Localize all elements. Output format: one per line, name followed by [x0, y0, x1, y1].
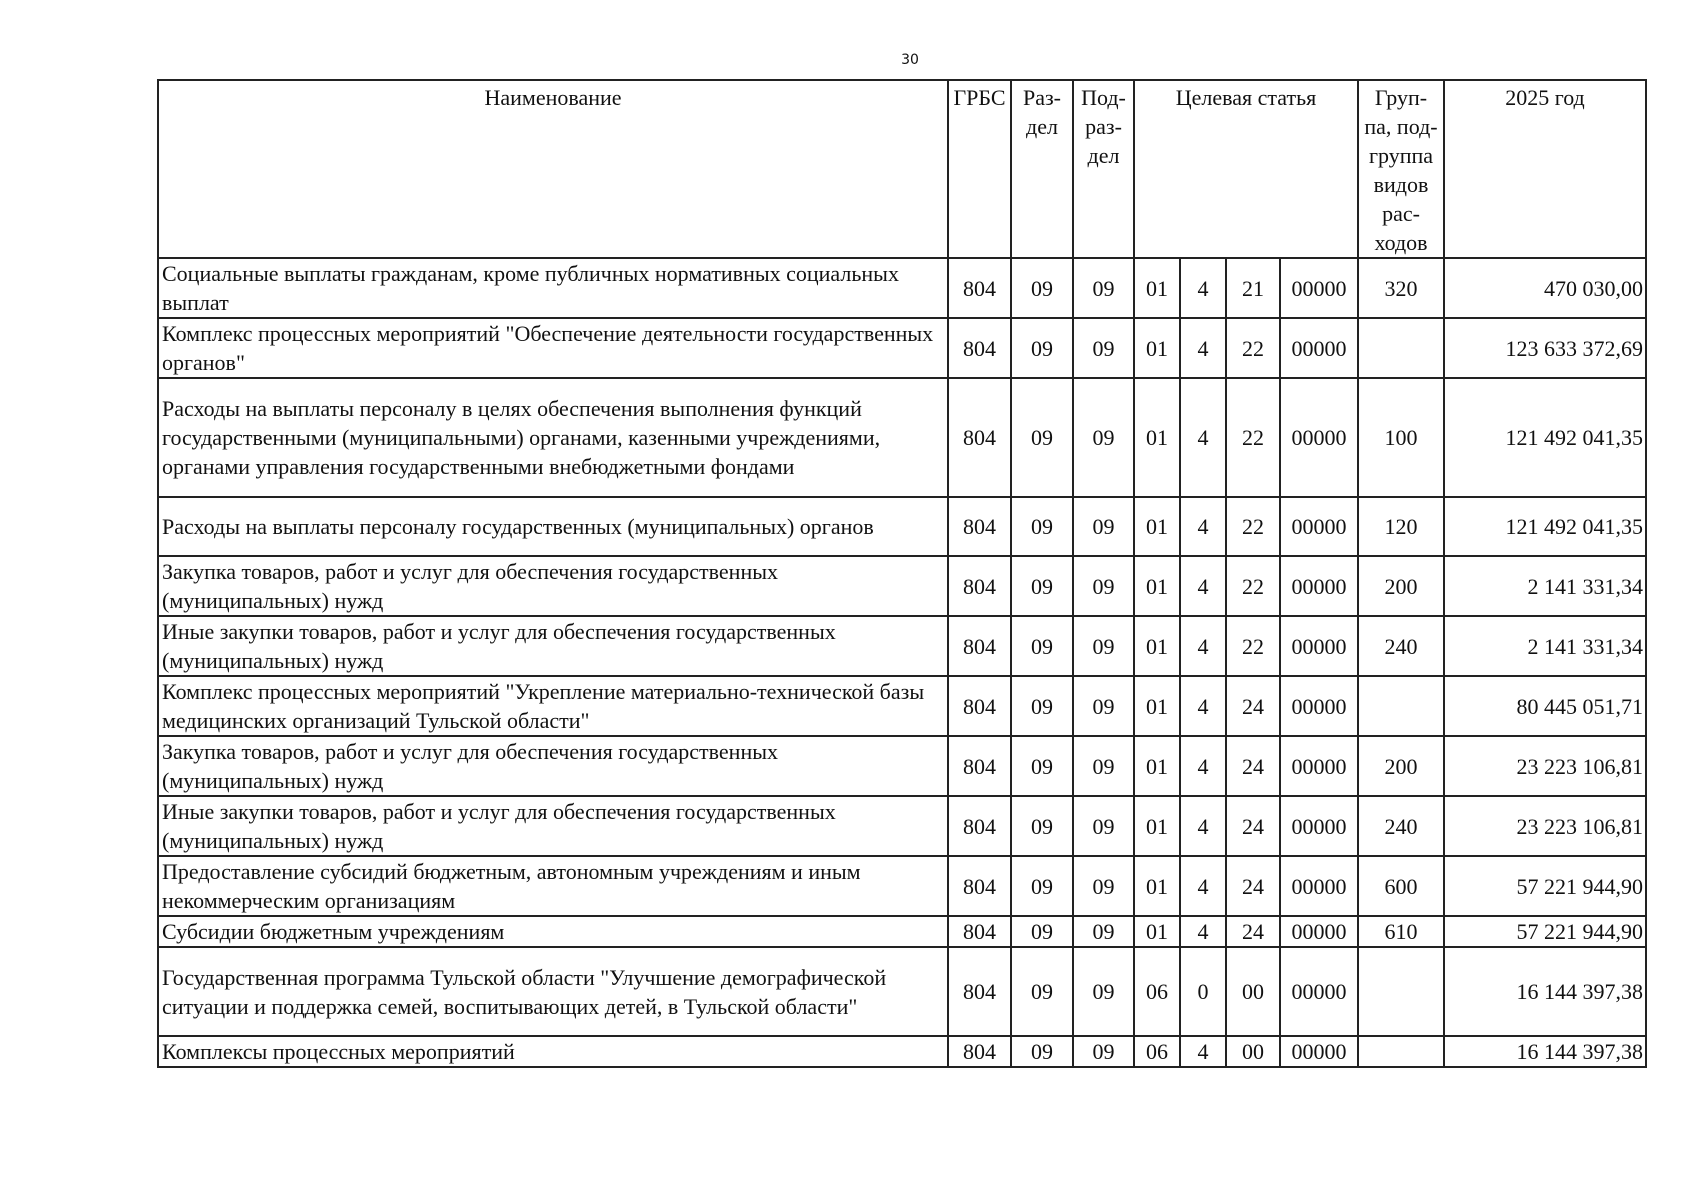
row-grbs: 804: [948, 318, 1011, 378]
row-target-type: 4: [1180, 616, 1226, 676]
row-target-type: 4: [1180, 796, 1226, 856]
row-podrazdel: 09: [1073, 497, 1134, 556]
table-row: [158, 796, 1646, 856]
row-razdel: 09: [1011, 856, 1073, 916]
row-amount: 23 223 106,81: [1444, 736, 1646, 796]
page-number: 30: [901, 52, 919, 68]
row-razdel: 09: [1011, 676, 1073, 736]
row-target-program: 01: [1134, 796, 1180, 856]
row-name: Комплекс процессных мероприятий "Обеспечение деятельности государственных органов": [158, 318, 948, 378]
row-expense-group: [1358, 1036, 1444, 1067]
row-podrazdel: 09: [1073, 616, 1134, 676]
row-target-direction: 00000: [1280, 947, 1358, 1036]
row-amount: 470 030,00: [1444, 258, 1646, 318]
row-razdel: 09: [1011, 556, 1073, 616]
row-grbs: 804: [948, 1036, 1011, 1067]
row-target-subprogram: 21: [1226, 258, 1280, 318]
row-target-subprogram: 22: [1226, 318, 1280, 378]
row-target-type: 4: [1180, 1036, 1226, 1067]
header-razdel: Раз- дел: [1011, 80, 1073, 258]
row-target-type: 4: [1180, 258, 1226, 318]
row-target-direction: 00000: [1280, 916, 1358, 947]
row-name: Комплексы процессных мероприятий: [158, 1036, 948, 1067]
row-target-subprogram: 24: [1226, 676, 1280, 736]
row-target-type: 4: [1180, 856, 1226, 916]
row-amount: 121 492 041,35: [1444, 378, 1646, 497]
row-grbs: 804: [948, 556, 1011, 616]
row-target-type: 4: [1180, 497, 1226, 556]
row-target-program: 01: [1134, 258, 1180, 318]
row-target-direction: 00000: [1280, 796, 1358, 856]
row-razdel: 09: [1011, 1036, 1073, 1067]
row-expense-group: [1358, 947, 1444, 1036]
row-target-direction: 00000: [1280, 556, 1358, 616]
table-row: [158, 1036, 1646, 1067]
row-amount: 16 144 397,38: [1444, 947, 1646, 1036]
row-grbs: 804: [948, 378, 1011, 497]
row-target-type: 4: [1180, 676, 1226, 736]
header-target-article: Целевая статья: [1134, 80, 1358, 258]
row-podrazdel: 09: [1073, 676, 1134, 736]
row-target-subprogram: 00: [1226, 1036, 1280, 1067]
row-amount: 80 445 051,71: [1444, 676, 1646, 736]
row-grbs: 804: [948, 258, 1011, 318]
row-grbs: 804: [948, 497, 1011, 556]
row-podrazdel: 09: [1073, 378, 1134, 497]
budget-table: [157, 79, 1647, 1068]
row-podrazdel: 09: [1073, 318, 1134, 378]
table-row: [158, 556, 1646, 616]
row-target-program: 06: [1134, 1036, 1180, 1067]
row-target-subprogram: 22: [1226, 616, 1280, 676]
row-target-subprogram: 22: [1226, 556, 1280, 616]
row-target-program: 01: [1134, 556, 1180, 616]
row-razdel: 09: [1011, 318, 1073, 378]
row-razdel: 09: [1011, 378, 1073, 497]
row-target-direction: 00000: [1280, 676, 1358, 736]
row-name: Иные закупки товаров, работ и услуг для обеспечения государственных (муниципальных) нужд: [158, 796, 948, 856]
row-grbs: 804: [948, 736, 1011, 796]
row-target-direction: 00000: [1280, 497, 1358, 556]
row-name: Закупка товаров, работ и услуг для обеспечения государственных (муниципальных) нужд: [158, 736, 948, 796]
row-podrazdel: 09: [1073, 736, 1134, 796]
row-target-subprogram: 24: [1226, 856, 1280, 916]
row-name: Расходы на выплаты персоналу в целях обеспечения выполнения функций государственными (муниципальными) органами, казенными учреждениями, органами управления государственными внебюджетными фондами: [158, 378, 948, 497]
row-name: Государственная программа Тульской области "Улучшение демографической ситуации и поддержка семей, воспитывающих детей, в Тульской области": [158, 947, 948, 1036]
header-name: Наименование: [158, 80, 948, 258]
row-grbs: 804: [948, 856, 1011, 916]
row-target-program: 01: [1134, 616, 1180, 676]
row-podrazdel: 09: [1073, 556, 1134, 616]
row-podrazdel: 09: [1073, 258, 1134, 318]
row-podrazdel: 09: [1073, 856, 1134, 916]
table-row: [158, 616, 1646, 676]
row-target-program: 01: [1134, 378, 1180, 497]
header-grbs: ГРБС: [948, 80, 1011, 258]
row-amount: 57 221 944,90: [1444, 916, 1646, 947]
row-target-type: 4: [1180, 378, 1226, 497]
row-name: Расходы на выплаты персоналу государственных (муниципальных) органов: [158, 497, 948, 556]
row-grbs: 804: [948, 796, 1011, 856]
row-target-type: 4: [1180, 556, 1226, 616]
row-name: Социальные выплаты гражданам, кроме публичных нормативных социальных выплат: [158, 258, 948, 318]
row-podrazdel: 09: [1073, 947, 1134, 1036]
row-grbs: 804: [948, 916, 1011, 947]
row-target-direction: 00000: [1280, 736, 1358, 796]
header-expense-group: Груп- па, под- группа видов рас- ходов: [1358, 80, 1444, 258]
table-row: [158, 497, 1646, 556]
row-name: Субсидии бюджетным учреждениям: [158, 916, 948, 947]
row-target-subprogram: 24: [1226, 736, 1280, 796]
row-target-program: 01: [1134, 497, 1180, 556]
row-expense-group: 240: [1358, 796, 1444, 856]
row-target-program: 01: [1134, 856, 1180, 916]
row-target-subprogram: 24: [1226, 916, 1280, 947]
row-expense-group: 320: [1358, 258, 1444, 318]
table-row: [158, 736, 1646, 796]
row-name: Закупка товаров, работ и услуг для обеспечения государственных (муниципальных) нужд: [158, 556, 948, 616]
row-target-subprogram: 00: [1226, 947, 1280, 1036]
table-row: [158, 856, 1646, 916]
row-amount: 16 144 397,38: [1444, 1036, 1646, 1067]
header-podrazdel: Под- раз- дел: [1073, 80, 1134, 258]
row-target-program: 06: [1134, 947, 1180, 1036]
row-target-direction: 00000: [1280, 258, 1358, 318]
row-name: Иные закупки товаров, работ и услуг для обеспечения государственных (муниципальных) нужд: [158, 616, 948, 676]
row-target-type: 4: [1180, 318, 1226, 378]
row-target-type: 4: [1180, 736, 1226, 796]
row-name: Предоставление субсидий бюджетным, автономным учреждениям и иным некоммерческим организациям: [158, 856, 948, 916]
row-amount: 123 633 372,69: [1444, 318, 1646, 378]
row-expense-group: 200: [1358, 556, 1444, 616]
row-expense-group: 610: [1358, 916, 1444, 947]
table-row: [158, 258, 1646, 318]
table-row: [158, 378, 1646, 497]
row-target-program: 01: [1134, 318, 1180, 378]
row-target-program: 01: [1134, 676, 1180, 736]
row-name: Комплекс процессных мероприятий "Укрепление материально-технической базы медицинских организаций Тульской области": [158, 676, 948, 736]
row-podrazdel: 09: [1073, 796, 1134, 856]
row-target-subprogram: 22: [1226, 378, 1280, 497]
row-razdel: 09: [1011, 736, 1073, 796]
row-razdel: 09: [1011, 616, 1073, 676]
row-grbs: 804: [948, 676, 1011, 736]
header-year: 2025 год: [1444, 80, 1646, 258]
row-target-program: 01: [1134, 916, 1180, 947]
row-target-subprogram: 22: [1226, 497, 1280, 556]
table-body: [158, 258, 1646, 1067]
row-podrazdel: 09: [1073, 1036, 1134, 1067]
table-row: [158, 676, 1646, 736]
table-row: [158, 318, 1646, 378]
row-expense-group: [1358, 676, 1444, 736]
row-target-direction: 00000: [1280, 1036, 1358, 1067]
row-expense-group: 600: [1358, 856, 1444, 916]
row-target-direction: 00000: [1280, 616, 1358, 676]
row-expense-group: 240: [1358, 616, 1444, 676]
table-row: [158, 916, 1646, 947]
row-razdel: 09: [1011, 258, 1073, 318]
row-target-direction: 00000: [1280, 856, 1358, 916]
row-amount: 121 492 041,35: [1444, 497, 1646, 556]
row-expense-group: 200: [1358, 736, 1444, 796]
row-podrazdel: 09: [1073, 916, 1134, 947]
row-amount: 57 221 944,90: [1444, 856, 1646, 916]
row-target-direction: 00000: [1280, 318, 1358, 378]
row-razdel: 09: [1011, 796, 1073, 856]
row-grbs: 804: [948, 616, 1011, 676]
row-razdel: 09: [1011, 497, 1073, 556]
row-target-program: 01: [1134, 736, 1180, 796]
row-target-type: 4: [1180, 916, 1226, 947]
row-expense-group: 120: [1358, 497, 1444, 556]
row-razdel: 09: [1011, 916, 1073, 947]
row-amount: 23 223 106,81: [1444, 796, 1646, 856]
row-target-subprogram: 24: [1226, 796, 1280, 856]
table-row: [158, 947, 1646, 1036]
row-target-direction: 00000: [1280, 378, 1358, 497]
row-grbs: 804: [948, 947, 1011, 1036]
table-header: [158, 80, 1646, 258]
row-amount: 2 141 331,34: [1444, 556, 1646, 616]
row-expense-group: [1358, 318, 1444, 378]
row-amount: 2 141 331,34: [1444, 616, 1646, 676]
row-target-type: 0: [1180, 947, 1226, 1036]
row-razdel: 09: [1011, 947, 1073, 1036]
row-expense-group: 100: [1358, 378, 1444, 497]
